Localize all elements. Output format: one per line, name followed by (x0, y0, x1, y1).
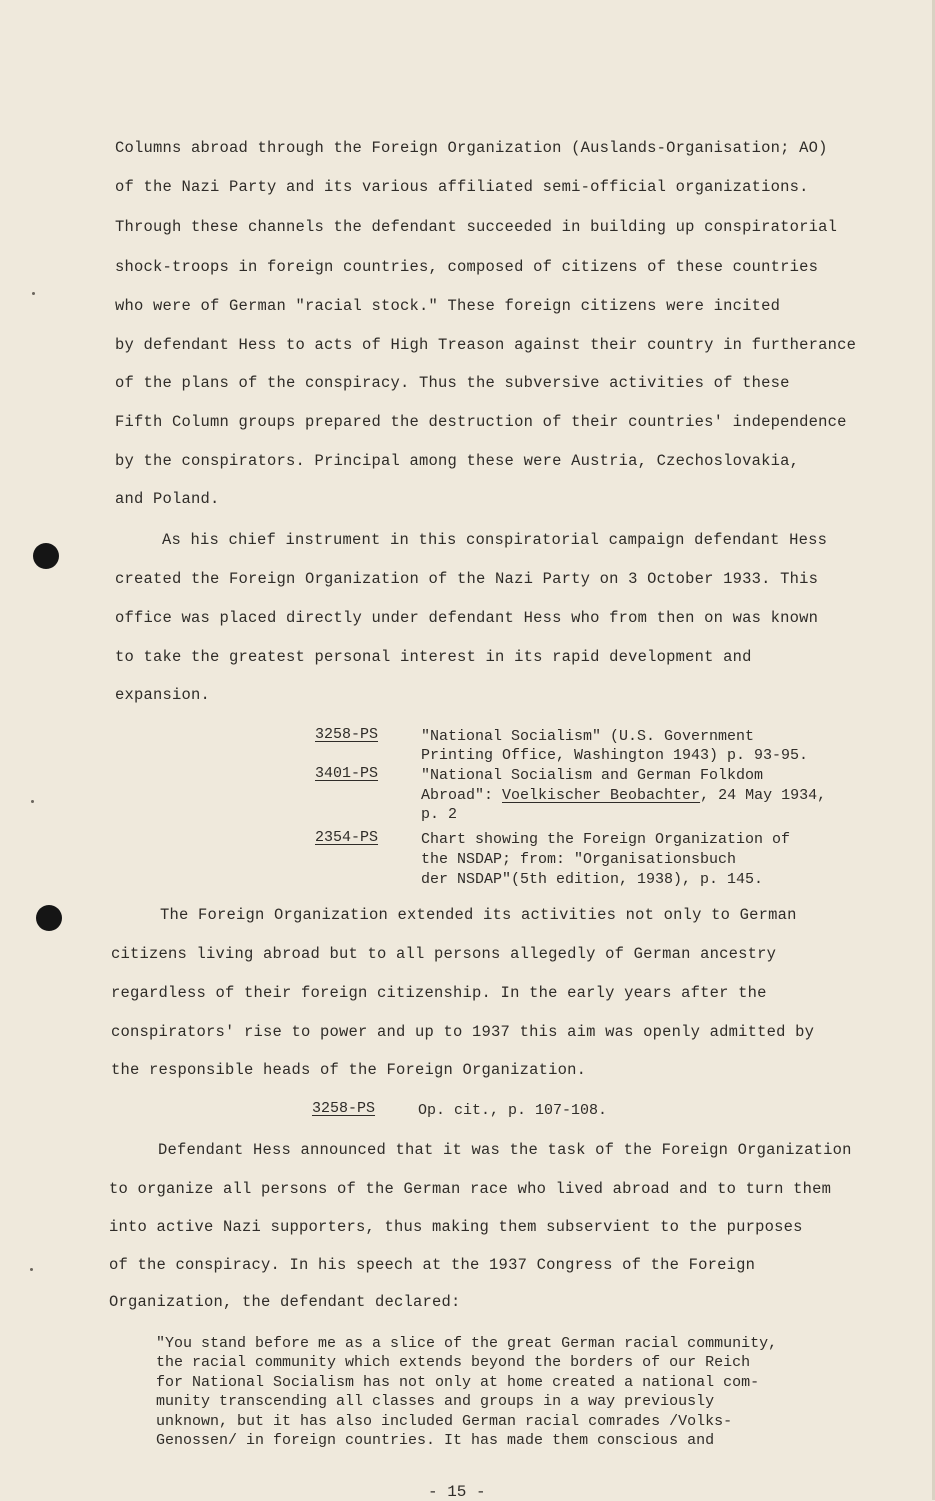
exhibit-text: Abroad": (421, 787, 503, 804)
exhibit-code: 3401-PS (315, 765, 379, 782)
text-line: Through these channels the defendant succeeded in building up conspiratorial (115, 218, 838, 236)
page-number: - 15 - (428, 1483, 486, 1501)
text-line: into active Nazi supporters, thus making them subservient to the purposes (109, 1218, 803, 1236)
quote-line: Genossen/ in foreign countries. It has made them conscious and (156, 1432, 715, 1449)
exhibit-description: p. 2 (421, 806, 458, 823)
exhibit-description: Op. cit., p. 107-108. (418, 1102, 608, 1119)
text-line: As his chief instrument in this conspiratorial campaign defendant Hess (162, 531, 828, 549)
quote-line: for National Socialism has not only at home created a national com- (156, 1374, 760, 1391)
text-line: regardless of their foreign citizenship. In the early years after the (111, 984, 767, 1002)
quote-line: munity transcending all classes and groups in a way previously (156, 1393, 715, 1410)
text-line: shock-troops in foreign countries, composed of citizens of these countries (115, 258, 819, 276)
text-line: expansion. (115, 686, 211, 704)
text-line: of the plans of the conspiracy. Thus the subversive activities of these (115, 374, 790, 392)
text-line: Columns abroad through the Foreign Organization (Auslands-Organisation; AO) (115, 139, 828, 157)
newspaper-title: Voelkischer Beobachter (502, 787, 701, 804)
exhibit-description: "National Socialism and German Folkdom (421, 767, 764, 784)
text-line: The Foreign Organization extended its activities not only to German (160, 906, 797, 924)
quote-line: "You stand before me as a slice of the great German racial community, (156, 1335, 778, 1352)
text-line: who were of German "racial stock." These foreign citizens were incited (115, 297, 781, 315)
text-line: by the conspirators. Principal among these were Austria, Czechoslovakia, (115, 452, 800, 470)
paper-speck (30, 1268, 33, 1271)
quote-line: the racial community which extends beyond the borders of our Reich (156, 1354, 751, 1371)
exhibit-code: 2354-PS (315, 829, 379, 846)
exhibit-description (421, 786, 826, 805)
exhibit-description: the NSDAP; from: "Organisationsbuch (421, 851, 737, 868)
punch-hole-bottom (36, 905, 62, 931)
text-line: Defendant Hess announced that it was the task of the Foreign Organization (158, 1141, 852, 1159)
punch-hole-top (33, 543, 59, 569)
text-line: citizens living abroad but to all persons allegedly of German ancestry (111, 945, 777, 963)
exhibit-description: Printing Office, Washington 1943) p. 93-95. (421, 747, 809, 764)
text-line: of the Nazi Party and its various affiliated semi-official organizations. (115, 178, 809, 196)
text-line: created the Foreign Organization of the Nazi Party on 3 October 1933. This (115, 570, 819, 588)
exhibit-text: , 24 May 1934, (700, 787, 827, 804)
text-line: office was placed directly under defendant Hess who from then on was known (115, 609, 819, 627)
exhibit-code: 3258-PS (315, 726, 379, 743)
text-line: Fifth Column groups prepared the destruction of their countries' independence (115, 413, 847, 431)
exhibit-code: 3258-PS (312, 1100, 376, 1117)
text-line: and Poland. (115, 490, 220, 508)
exhibit-description: Chart showing the Foreign Organization of (421, 831, 791, 848)
quote-line: unknown, but it has also included German racial comrades /Volks- (156, 1413, 733, 1430)
exhibit-description: der NSDAP"(5th edition, 1938), p. 145. (421, 871, 764, 888)
text-line: the responsible heads of the Foreign Organization. (111, 1061, 587, 1079)
paper-speck (31, 800, 34, 803)
text-line: Organization, the defendant declared: (109, 1293, 461, 1311)
text-line: conspirators' rise to power and up to 1937 this aim was openly admitted by (111, 1023, 815, 1041)
paper-speck (32, 292, 35, 295)
text-line: to take the greatest personal interest in its rapid development and (115, 648, 752, 666)
exhibit-description: "National Socialism" (U.S. Government (421, 728, 755, 745)
text-line: to organize all persons of the German race who lived abroad and to turn them (109, 1180, 832, 1198)
text-line: by defendant Hess to acts of High Treason against their country in furtherance (115, 336, 857, 354)
text-line: of the conspiracy. In his speech at the 1937 Congress of the Foreign (109, 1256, 756, 1274)
